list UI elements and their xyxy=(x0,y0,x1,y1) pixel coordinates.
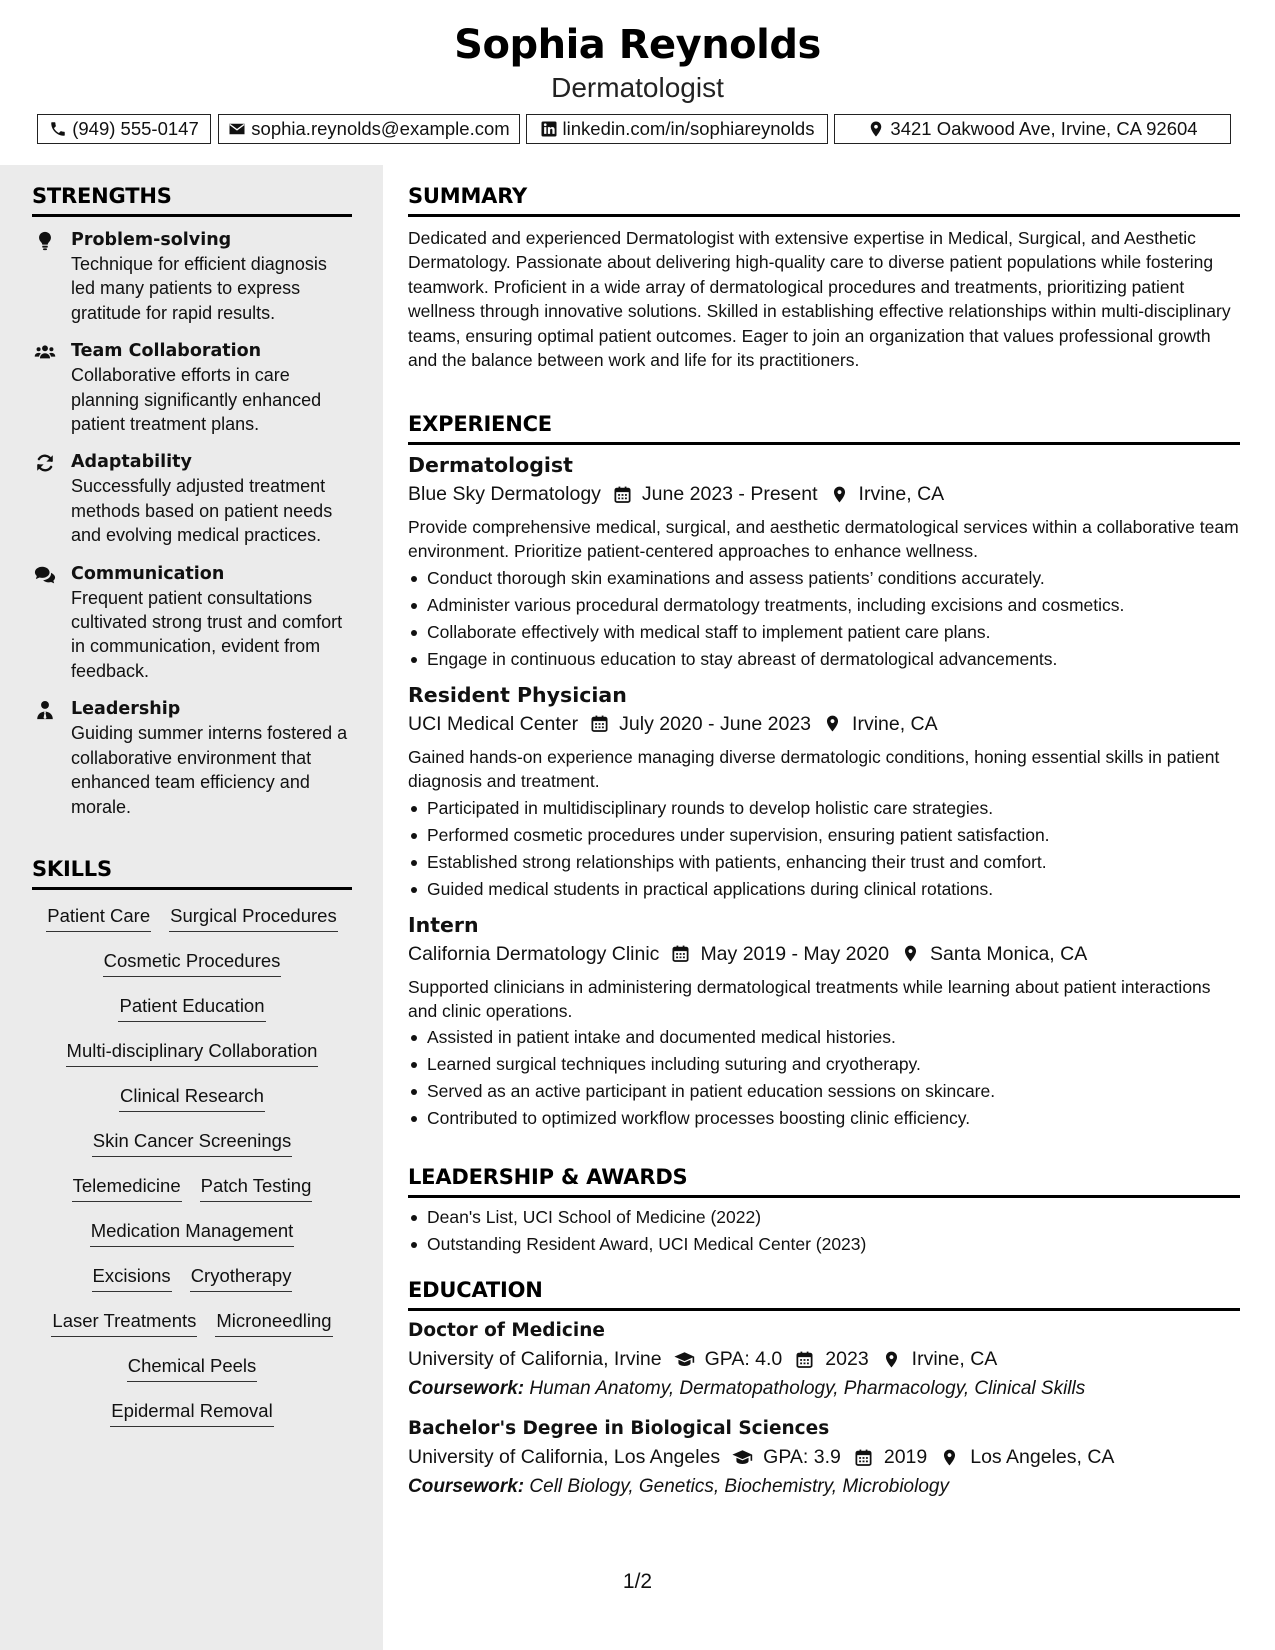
strength-desc: Frequent patient consultations cultivated strong trust and comfort in communication, evident from feedback. xyxy=(71,587,343,681)
skill-row xyxy=(32,1084,352,1129)
job-desc: Provide comprehensive medical, surgical, and aesthetic dermatological services within a collaborative team environment. Prioritize patient-centered approaches to enhance wellness. xyxy=(408,517,1239,562)
skill-row xyxy=(32,1039,352,1084)
phone-icon xyxy=(49,120,67,138)
school-location: Los Angeles, CA xyxy=(970,1446,1115,1468)
strength-title: Team Collaboration xyxy=(71,341,262,362)
coursework-label: Coursework: xyxy=(408,1378,525,1399)
bullet-item: Administer various procedural dermatology treatments, including excisions and cosmetics. xyxy=(408,592,1240,619)
job-company: California Dermatology Clinic xyxy=(408,942,660,965)
contact-phone[interactable] xyxy=(37,114,211,144)
strength-desc: Collaborative efforts in care planning significantly enhanced patient treatment plans. xyxy=(71,365,322,435)
bullet-item: Guided medical students in practical applications during clinical rotations. xyxy=(408,876,1240,903)
resume-header xyxy=(0,0,1275,165)
candidate-name: Sophia Reynolds xyxy=(454,22,821,68)
job-company: Blue Sky Dermatology xyxy=(408,483,601,505)
graduation-cap-icon xyxy=(674,1350,695,1369)
graduation-year: 2023 xyxy=(825,1348,869,1370)
degree-title: Bachelor's Degree in Biological Sciences xyxy=(408,1418,830,1439)
users-icon xyxy=(34,341,56,363)
sidebar xyxy=(0,165,383,1650)
skill-tag: Medication Management xyxy=(90,1219,295,1247)
awards-section xyxy=(408,1165,1240,1258)
skill-tag: Patch Testing xyxy=(200,1174,313,1202)
skill-row xyxy=(32,994,352,1039)
job-title: Resident Physician xyxy=(408,682,627,707)
school-name: University of California, Los Angeles xyxy=(408,1446,721,1468)
location-pin-icon xyxy=(867,120,885,138)
coursework xyxy=(408,1472,1240,1502)
skill-row xyxy=(32,1399,352,1444)
bullet-item: Performed cosmetic procedures under supervision, ensuring patient satisfaction. xyxy=(408,822,1240,849)
strength-title: Adaptability xyxy=(71,452,192,473)
strength-item xyxy=(32,228,352,325)
calendar-icon xyxy=(853,1448,874,1467)
contact-bar xyxy=(37,114,1231,144)
graduation-cap-icon xyxy=(732,1448,753,1467)
skill-row xyxy=(32,1174,352,1219)
summary-text: Dedicated and experienced Dermatologist with extensive expertise in Medical, Surgical, and Aesthetic Dermatology. Passionate about delivering high-quality care to diverse patient populations while fostering teamwork. Proficient in a wide array of dermatological procedures and treatments, prioritizing patient wellness through innovative solutions. Skilled in establishing effective relationships within multi-disciplinary teams, ensuring optimal patient outcomes. Eager to join an organization that values professional growth and the balance between work and life for its practitioners. xyxy=(408,228,1231,371)
skill-row xyxy=(32,1219,352,1264)
gpa: GPA: 4.0 xyxy=(704,1348,783,1370)
awards-list xyxy=(408,1204,1240,1258)
education-meta xyxy=(408,1442,1240,1472)
bullet-item: Participated in multidisciplinary rounds to develop holistic care strategies. xyxy=(408,795,1240,822)
strength-title: Leadership xyxy=(71,699,181,720)
location-pin-icon xyxy=(830,485,849,504)
lightbulb-icon xyxy=(34,230,56,252)
bullet-item: Collaborate effectively with medical staff to implement patient care plans. xyxy=(408,619,1240,646)
bullet-item: Served as an active participant in patient education sessions on skincare. xyxy=(408,1078,1240,1105)
skill-row xyxy=(32,1309,352,1354)
job-meta xyxy=(408,939,1240,969)
comments-icon xyxy=(34,564,56,586)
summary-title: SUMMARY xyxy=(408,184,1240,217)
skill-tag: Multi-disciplinary Collaboration xyxy=(66,1039,319,1067)
coursework xyxy=(408,1374,1240,1404)
main-column xyxy=(408,165,1240,1650)
skill-tag: Laser Treatments xyxy=(51,1309,197,1337)
school-name: University of California, Irvine xyxy=(408,1348,662,1370)
awards-title: LEADERSHIP & AWARDS xyxy=(408,1165,1240,1198)
linkedin-icon xyxy=(540,120,558,138)
job-entry xyxy=(408,911,1240,1133)
strength-item xyxy=(32,697,352,819)
calendar-icon xyxy=(794,1350,815,1369)
job-dates: June 2023 - Present xyxy=(641,483,818,505)
location-pin-icon xyxy=(901,944,920,963)
contact-address xyxy=(834,114,1231,144)
skills-section xyxy=(32,857,352,1444)
strength-title: Problem-solving xyxy=(71,230,232,250)
skill-tag: Microneedling xyxy=(215,1309,332,1337)
strength-item xyxy=(32,562,352,684)
degree-title: Doctor of Medicine xyxy=(408,1320,605,1341)
job-bullets xyxy=(408,565,1240,673)
strength-title: Communication xyxy=(71,563,225,584)
location-pin-icon xyxy=(823,714,842,733)
job-meta xyxy=(408,709,1240,739)
award-item: Dean's List, UCI School of Medicine (2022) xyxy=(408,1204,1240,1231)
calendar-icon xyxy=(590,714,609,733)
bullet-item: Engage in continuous education to stay abreast of dermatological advancements. xyxy=(408,646,1240,673)
envelope-icon xyxy=(228,120,246,138)
summary-section xyxy=(408,184,1240,372)
experience-section xyxy=(408,412,1240,1132)
skills-list xyxy=(32,904,352,1444)
contact-email-text: sophia.reynolds@example.com xyxy=(251,118,510,139)
bullet-item: Assisted in patient intake and documented medical histories. xyxy=(408,1024,1240,1051)
page-number: 1/2 xyxy=(622,1570,653,1593)
coursework-list: Human Anatomy, Dermatopathology, Pharmacology, Clinical Skills xyxy=(529,1378,1086,1399)
contact-linkedin-text: linkedin.com/in/sophiareynolds xyxy=(562,118,815,139)
job-title: Intern xyxy=(408,912,479,937)
graduation-year: 2019 xyxy=(883,1446,928,1468)
school-location: Irvine, CA xyxy=(911,1348,998,1370)
job-company: UCI Medical Center xyxy=(408,712,579,735)
job-bullets xyxy=(408,1024,1240,1132)
strength-item xyxy=(32,339,352,436)
skill-row xyxy=(32,1129,352,1174)
experience-title: EXPERIENCE xyxy=(408,412,1240,445)
skill-tag: Chemical Peels xyxy=(127,1354,258,1382)
skill-tag: Patient Education xyxy=(118,994,265,1022)
skill-row xyxy=(32,904,352,949)
job-location: Irvine, CA xyxy=(858,483,945,505)
skills-title: SKILLS xyxy=(32,857,352,890)
job-location: Santa Monica, CA xyxy=(930,942,1088,965)
award-item: Outstanding Resident Award, UCI Medical Center (2023) xyxy=(408,1231,1240,1258)
education-entry xyxy=(408,1416,1240,1502)
strength-item xyxy=(32,450,352,547)
coursework-list: Cell Biology, Genetics, Biochemistry, Microbiology xyxy=(529,1476,949,1497)
job-location: Irvine, CA xyxy=(852,712,938,735)
job-title: Dermatologist xyxy=(408,453,573,477)
job-entry xyxy=(408,681,1240,903)
strengths-section xyxy=(32,184,352,819)
contact-address-text: 3421 Oakwood Ave, Irvine, CA 92604 xyxy=(890,118,1198,139)
skill-tag: Excisions xyxy=(92,1264,172,1292)
job-entry xyxy=(408,451,1240,673)
candidate-role: Dermatologist xyxy=(551,72,724,103)
contact-phone-text: (949) 555-0147 xyxy=(72,118,199,139)
skill-row xyxy=(32,1264,352,1309)
skill-tag: Epidermal Removal xyxy=(110,1399,273,1427)
calendar-icon xyxy=(671,944,690,963)
education-section xyxy=(408,1278,1240,1502)
strengths-title: STRENGTHS xyxy=(32,184,352,217)
bullet-item: Conduct thorough skin examinations and assess patients’ conditions accurately. xyxy=(408,565,1240,592)
location-pin-icon xyxy=(939,1448,960,1467)
skill-tag: Surgical Procedures xyxy=(169,904,338,932)
job-dates: July 2020 - June 2023 xyxy=(619,712,812,735)
bullet-item: Established strong relationships with patients, enhancing their trust and comfort. xyxy=(408,849,1240,876)
contact-email[interactable] xyxy=(218,114,520,144)
bullet-item: Learned surgical techniques including suturing and cryotherapy. xyxy=(408,1051,1240,1078)
strength-desc: Successfully adjusted treatment methods based on patient needs and evolving medical practices. xyxy=(71,476,333,546)
education-title: EDUCATION xyxy=(408,1278,1240,1311)
education-entry xyxy=(408,1318,1240,1404)
coursework-label: Coursework: xyxy=(408,1476,525,1497)
skill-tag: Clinical Research xyxy=(119,1084,265,1112)
job-dates: May 2019 - May 2020 xyxy=(700,942,890,965)
job-desc: Gained hands-on experience managing diverse dermatologic conditions, honing essential skills in patient diagnosis and treatment. xyxy=(408,746,1220,792)
skill-tag: Cryotherapy xyxy=(190,1264,293,1292)
skill-row xyxy=(32,949,352,994)
bullet-item: Contributed to optimized workflow processes boosting clinic efficiency. xyxy=(408,1105,1240,1132)
skill-row xyxy=(32,1354,352,1399)
job-bullets xyxy=(408,795,1240,903)
location-pin-icon xyxy=(881,1350,902,1369)
skill-tag: Skin Cancer Screenings xyxy=(92,1129,292,1157)
calendar-icon xyxy=(613,485,632,504)
job-meta xyxy=(408,479,1240,509)
user-tie-icon xyxy=(34,699,56,721)
sync-icon xyxy=(34,452,56,474)
gpa: GPA: 3.9 xyxy=(763,1446,841,1468)
strength-desc: Technique for efficient diagnosis led many patients to express gratitude for rapid results. xyxy=(71,254,327,323)
skill-tag: Telemedicine xyxy=(72,1174,182,1202)
education-meta xyxy=(408,1344,1240,1374)
skill-tag: Cosmetic Procedures xyxy=(103,949,282,977)
job-desc: Supported clinicians in administering dermatological treatments while learning about patient interactions and clinic operations. xyxy=(408,976,1211,1022)
strength-desc: Guiding summer interns fostered a collaborative environment that enhanced team efficiency and morale. xyxy=(71,723,348,817)
contact-linkedin[interactable] xyxy=(526,114,828,144)
skill-tag: Patient Care xyxy=(46,904,151,932)
